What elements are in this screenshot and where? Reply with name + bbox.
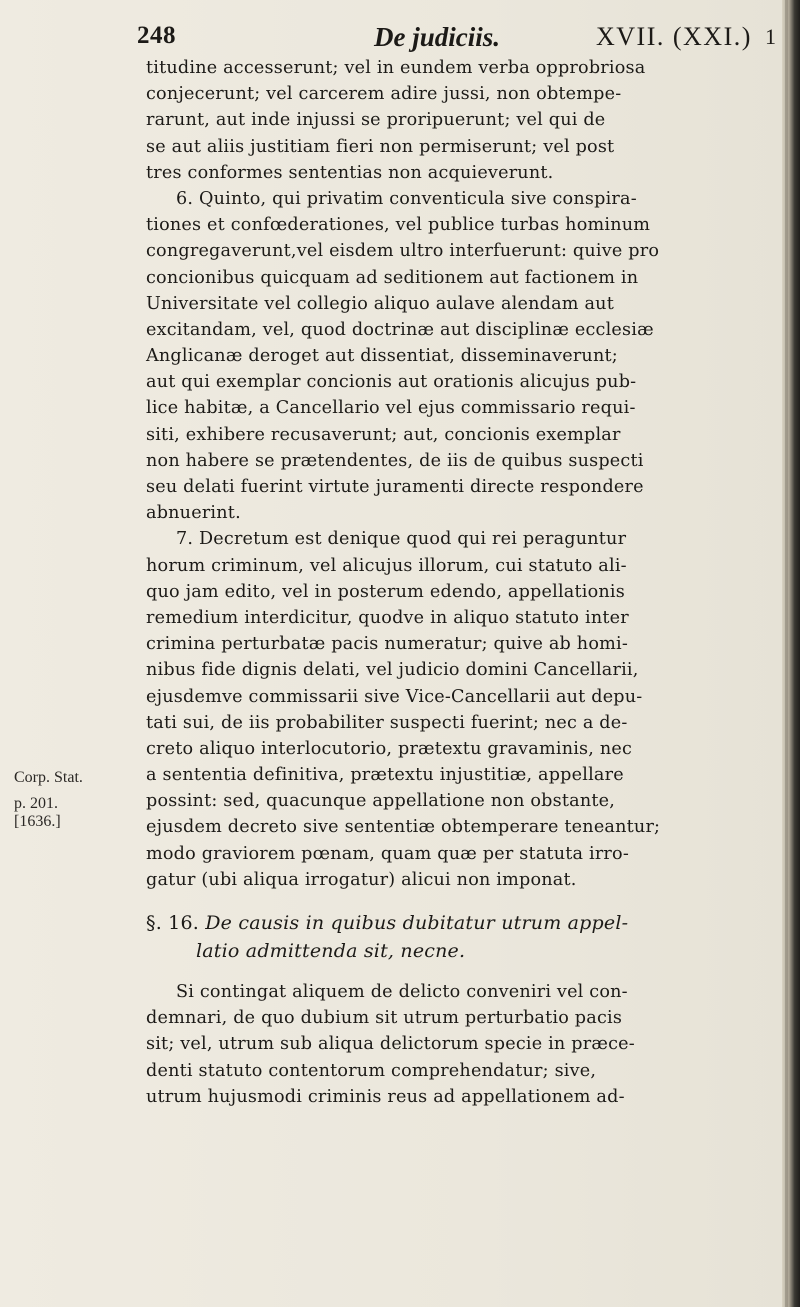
edge-mark: 1 <box>765 24 776 49</box>
text-line: conjecerunt; vel carcerem adire jussi, non obtempe- <box>146 84 622 105</box>
text-line: siti, exhibere recusaverunt; aut, concionis exemplar <box>146 424 621 445</box>
text-line: seu delati fuerint virtute juramenti directe respondere <box>146 477 644 497</box>
text-line: lice habitæ, a Cancellario vel ejus commissario requi- <box>146 398 636 419</box>
text-line: aut qui exemplar concionis aut orationis alicujus pub- <box>146 372 637 393</box>
book-edge <box>782 0 800 1307</box>
body-text <box>146 55 772 1110</box>
text-line: abnuerint. <box>146 503 241 524</box>
text-line: quo jam edito, vel in posterum edendo, appellationis <box>146 581 625 602</box>
text-line: crimina perturbatæ pacis numeratur; quive ab homi- <box>146 634 628 655</box>
page-number: 248 <box>137 22 176 49</box>
text-line: utrum hujusmodi criminis reus ad appellationem ad- <box>146 1086 625 1107</box>
text-line: creto aliquo interlocutorio, prætextu gravaminis, nec <box>146 738 633 759</box>
text-line: Universitate vel collegio aliquo aulave alendam aut <box>146 293 614 314</box>
text-line: tati sui, de iis probabiliter suspecti fuerint; nec a de- <box>146 712 628 733</box>
text-line: gatur (ubi aliqua irrogatur) alicui non imponat. <box>146 869 577 890</box>
section-spacer <box>146 965 772 979</box>
text-line: ejusdemve commissarii sive Vice-Cancellarii aut depu- <box>146 686 643 707</box>
text-line: concionibus quicquam ad seditionem aut factionem in <box>146 267 639 288</box>
text-line: modo graviorem pœnam, quam quæ per statuta irro- <box>146 843 629 864</box>
sidenote-page-ref: p. 201. <box>14 795 58 812</box>
text-line: Si contingat aliquem de delicto conveniri vel con- <box>176 982 628 1002</box>
text-line: ejusdem decreto sive sententiæ obtemperare teneantur; <box>146 817 661 838</box>
sidenote-corp-stat: Corp. Stat. <box>14 769 83 786</box>
section-heading-line-1 <box>146 909 772 937</box>
text-line: tres conformes sententias non acquieverunt. <box>146 162 554 183</box>
text-line: possint: sed, quacunque appellatione non obstante, <box>146 791 616 812</box>
text-line: 7. Decretum est denique quod qui rei peraguntur <box>176 529 627 550</box>
text-line: a sententia definitiva, prætextu injustitiæ, appellare <box>146 765 624 786</box>
text-line: tiones et confœderationes, vel publice turbas hominum <box>146 215 651 236</box>
section-mark: §. 16. <box>146 912 199 934</box>
text-line: horum criminum, vel alicujus illorum, cui statuto ali- <box>146 555 627 576</box>
chapter-reference: XVII. (XXI.) <box>596 22 752 51</box>
paragraph-6 <box>146 186 772 526</box>
text-line: se aut aliis justitiam fieri non permiserunt; vel post <box>146 136 615 157</box>
text-line: congregaverunt,vel eisdem ultro interfuerunt: quive pro <box>146 241 660 262</box>
text-line: excitandam, vel, quod doctrinæ aut disciplinæ ecclesiæ <box>146 319 654 340</box>
sidenote-year: [1636.] <box>14 813 61 830</box>
text-line: titudine accesserunt; vel in eundem verba opprobriosa <box>146 58 646 78</box>
text-line: non habere se prætendentes, de iis de quibus suspecti <box>146 450 644 471</box>
section-spacer <box>146 893 772 909</box>
text-line: denti statuto contentorum comprehendatur; sive, <box>146 1060 597 1081</box>
section-title-part-1: De causis in quibus dubitatur utrum appel- <box>205 912 629 934</box>
paragraph-final <box>146 979 772 1110</box>
section-title-part-2: latio admittenda sit, necne. <box>196 940 466 962</box>
text-line: rarunt, aut inde injussi se proripuerunt; vel qui de <box>146 110 606 131</box>
paragraph-7 <box>146 526 772 893</box>
running-title: De judiciis. <box>374 22 500 52</box>
text-line: demnari, de quo dubium sit utrum perturbatio pacis <box>146 1008 623 1029</box>
text-line: remedium interdicitur, quodve in aliquo statuto inter <box>146 607 629 628</box>
paragraph-continuation <box>146 55 772 186</box>
text-line: Anglicanæ deroget aut dissentiat, disseminaverunt; <box>146 346 618 367</box>
text-line: nibus fide dignis delati, vel judicio domini Cancellarii, <box>146 660 639 681</box>
section-heading <box>146 909 772 965</box>
text-line: sit; vel, utrum sub aliqua delictorum specie in præce- <box>146 1034 635 1055</box>
text-line: 6. Quinto, qui privatim conventicula sive conspira- <box>176 188 637 209</box>
